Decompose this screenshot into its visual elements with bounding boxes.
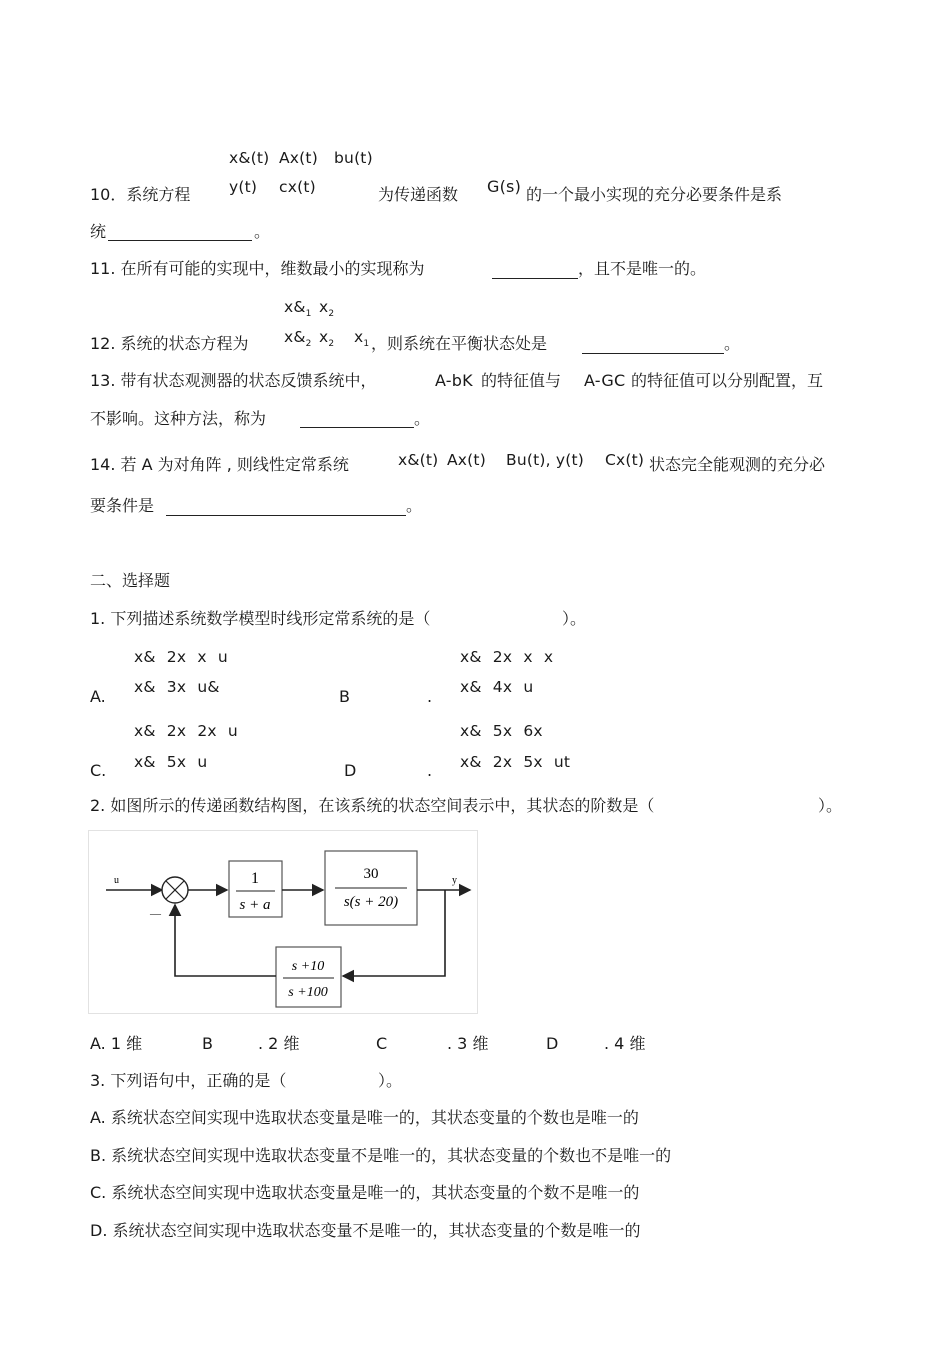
q14-answer-blank [166,515,406,516]
q14-line2: 要条件是 [90,496,155,515]
c1-stem: 1. 下列描述系统数学模型时线形定常系统的是（ [90,609,431,628]
c3-stem: 3. 下列语句中，正确的是（ [90,1071,287,1090]
q13-end: 。 [414,409,431,428]
q13-line2: 不影响。这种方法，称为 [90,409,267,428]
section-title: 二、选择题 [90,571,171,590]
q12-r1-lhs: $x\&_1$ [284,298,312,319]
c3-option-d: D. 系统状态空间实现中选取状态变量不是唯一的，其状态变量的个数是唯一的 [90,1221,641,1240]
c2-option-d-label: D [546,1034,559,1053]
q12-answer-blank [582,353,724,354]
q10-answer-blank [108,240,252,241]
q10-eq-xdot: x&(t) [229,149,270,167]
q13-tail: 的特征值可以分别配置，互 [631,371,824,390]
c1-option-a-row2: x& 3x u& [134,678,220,696]
q10-gs: G(s) [487,177,522,196]
c2-option-d: . 4 维 [604,1034,646,1053]
q14-lead: 14. 若 A 为对角阵 , 则线性定常系统 [90,455,349,474]
output-label: y [452,875,457,886]
q12-r2-a: $x_2$ [319,328,335,349]
block1-numerator: 1 [251,870,259,887]
c2-stem: 2. 如图所示的传递函数结构图，在该系统的状态空间表示中，其状态的阶数是（ [90,796,655,815]
c1-option-c-label: C. [90,761,107,780]
c1-option-d-dot: . [427,761,433,780]
feedback-block [276,947,341,1007]
c1-option-c-row2: x& 5x u [134,753,208,771]
q10-line2-start: 统 [90,222,107,241]
c2-option-c-label: C [376,1034,388,1053]
q13-mid: 的特征值与 [481,371,562,390]
q14-cx: Cx(t) [605,451,645,469]
q14-tail: 状态完全能观测的充分必 [649,455,826,474]
q10-eq-cx: cx(t) [279,178,316,196]
q14-xdot: x&(t) [398,451,439,469]
c2-option-c: . 3 维 [447,1034,489,1053]
c2-stem-end: ）。 [818,796,843,815]
c1-option-b-label: B [339,687,350,706]
c2-option-a: A. 1 维 [90,1034,143,1053]
block2-denominator: s(s + 20) [343,894,399,910]
q10-mid: 为传递函数 [378,185,459,204]
q14-end: 。 [406,496,423,515]
c2-option-b: . 2 维 [258,1034,300,1053]
q10-lead: 10．系统方程 [90,185,191,204]
feedback-denominator: s +100 [288,985,328,1000]
c1-option-d-row1: x& 5x 6x [460,722,543,740]
block-1-over-s-plus-a [229,861,282,917]
q12-tail: ，则系统在平衡状态处是 [371,334,548,353]
q12-lead: 12. 系统的状态方程为 [90,334,249,353]
q13-answer-blank [300,427,414,428]
q14-bu: Bu(t), y(t) [506,451,585,469]
block2-numerator: 30 [363,866,379,882]
q11-text: 11. 在所有可能的实现中，维数最小的实现称为 [90,259,425,278]
q10-tail: 的一个最小实现的充分必要条件是系 [526,185,783,204]
c1-stem-end: ）。 [562,609,587,628]
q12-r2-lhs: $x\&_2$ [284,328,312,349]
c1-option-d-label: D [344,761,357,780]
q12-end: 。 [724,334,741,353]
block-diagram [88,830,478,1014]
q14-ax: Ax(t) [447,451,486,469]
c1-option-b-dot: . [427,687,433,706]
c1-option-a-label: A. [90,687,106,706]
q11-answer-blank [492,278,578,279]
feedback-numerator: s +10 [291,959,325,974]
c1-option-b-row1: x& 2x x x [460,648,554,666]
q13-agc: A-GC [584,371,626,390]
block-30-over-s-s-plus-20 [325,851,417,925]
c3-option-a: A. 系统状态空间实现中选取状态变量是唯一的，其状态变量的个数也是唯一的 [90,1108,639,1127]
q12-r2-b: $x_1$ [354,328,370,349]
q10-eq-y: y(t) [229,178,258,196]
c2-option-b-label: B [202,1034,213,1053]
c1-option-d-row2: x& 2x 5x ut [460,753,571,771]
q12-r1-rhs: $x_2$ [319,298,335,319]
q10-line2-end: 。 [254,222,271,241]
c1-option-c-row1: x& 2x 2x u [134,722,238,740]
c3-option-c: C. 系统状态空间实现中选取状态变量是唯一的，其状态变量的个数不是唯一的 [90,1183,640,1202]
q11-tail: ，且不是唯一的。 [578,259,707,278]
c1-option-a-row1: x& 2x x u [134,648,228,666]
block1-denominator: s + a [239,897,271,913]
c1-option-b-row2: x& 4x u [460,678,534,696]
q13-lead: 13. 带有状态观测器的状态反馈系统中， [90,371,377,390]
minus-sign: — [150,908,161,920]
summing-junction [162,877,188,903]
input-label: u [114,875,119,886]
q10-eq-ax: Ax(t) [279,149,318,167]
c3-stem-end: ）。 [378,1071,403,1090]
q10-eq-bu: bu(t) [334,149,373,167]
c3-option-b: B. 系统状态空间实现中选取状态变量不是唯一的，其状态变量的个数也不是唯一的 [90,1146,672,1165]
q13-abk: A-bK [435,371,473,390]
